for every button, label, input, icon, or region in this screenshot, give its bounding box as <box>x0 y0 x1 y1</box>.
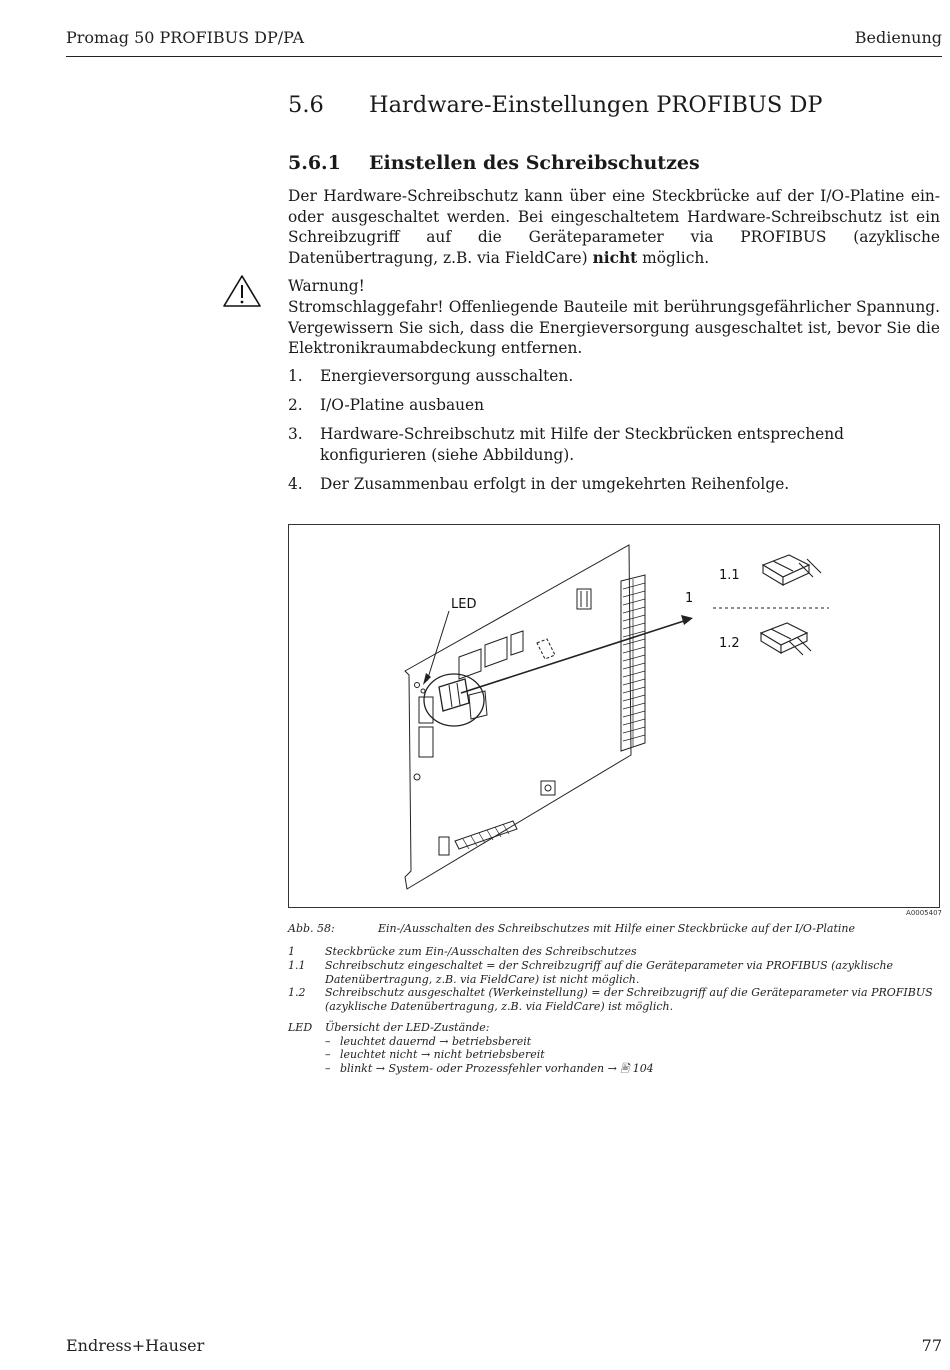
io-board-illustration <box>289 525 941 909</box>
steps-list <box>288 366 940 503</box>
step-number: 2. <box>288 396 303 414</box>
step-text: Der Zusammenbau erfolgt in der umgekehrten Reihenfolge. <box>320 474 790 493</box>
subsection-title: Einstellen des Schreibschutzes <box>369 152 700 174</box>
led-legend-key: LED <box>288 1021 313 1034</box>
step-item <box>288 474 940 495</box>
section-number: 5.6 <box>288 92 324 118</box>
caption-text: Ein-/Ausschalten des Schreibschutzes mit Hilfe einer Steckbrücke auf der I/O-Platine <box>378 922 856 935</box>
intro-paragraph <box>288 186 940 268</box>
led-state-item: – blinkt → System- oder Prozessfehler vorhanden → 🖹 104 <box>325 1062 940 1076</box>
legend-key: 1.1 <box>288 959 306 972</box>
intro-bold: nicht <box>592 248 638 267</box>
warning-title: Warnung! <box>288 277 365 295</box>
step-text: I/O-Platine ausbauen <box>320 396 485 414</box>
step-item <box>288 395 940 416</box>
label-one-two: 1.2 <box>719 636 740 651</box>
legend-item <box>288 986 940 1013</box>
led-legend <box>288 1021 940 1075</box>
warning-icon <box>222 274 262 308</box>
figure-caption <box>288 922 940 936</box>
section-heading <box>288 92 823 118</box>
board-figure <box>288 524 940 908</box>
page-number: 77 <box>921 1336 942 1355</box>
legend-text: Schreibschutz eingeschaltet = der Schreibzugriff auf die Geräteparameter via PROFIBUS (azyklische Datenübertragung, z.B. via FieldCare) ist nicht möglich. <box>325 959 894 986</box>
intro-text-after: möglich. <box>637 248 710 267</box>
legend-key: 1 <box>288 945 295 958</box>
legend-key: 1.2 <box>288 986 306 999</box>
subsection-number: 5.6.1 <box>288 152 341 174</box>
label-one: 1 <box>685 591 694 606</box>
header-right: Bedienung <box>854 28 942 47</box>
step-item <box>288 424 940 465</box>
header-left: Promag 50 PROFIBUS DP/PA <box>66 28 305 47</box>
step-number: 1. <box>288 367 303 385</box>
label-led: LED <box>451 597 477 612</box>
step-number: 3. <box>288 425 303 443</box>
led-state-item: – leuchtet dauernd → betriebsbereit <box>325 1035 940 1049</box>
footer-left: Endress+Hauser <box>66 1336 205 1355</box>
warning-text: Stromschlaggefahr! Offenliegende Bauteile mit berührungsgefährlicher Spannung. Vergewissern Sie sich, dass die Energieversorgung ausgeschaltet ist, bevor Sie die Elektronikraumabdeckung entfernen. <box>288 298 940 357</box>
legend-item <box>288 945 940 959</box>
step-text: Hardware-Schreibschutz mit Hilfe der Steckbrücken entsprechend konfigurieren (siehe Abbildung). <box>320 425 845 464</box>
figure-code: A0005407 <box>906 909 942 917</box>
intro-text-before: Der Hardware-Schreibschutz kann über eine Steckbrücke auf der I/O-Platine ein- oder ausgeschaltet werden. Bei eingeschaltetem Hardware-Schreibschutz ist ein Schreibzugriff auf die Geräteparameter via PROFIBUS (azyklische Datenübertragung, z.B. via FieldCare) <box>288 187 940 267</box>
legend-text: Steckbrücke zum Ein-/Ausschalten des Schreibschutzes <box>325 945 637 958</box>
step-text: Energieversorgung ausschalten. <box>320 367 574 385</box>
caption-label: Abb. 58: <box>288 922 335 935</box>
legend-item <box>288 959 940 986</box>
section-title: Hardware-Einstellungen PROFIBUS DP <box>369 92 823 118</box>
led-state-item: – leuchtet nicht → nicht betriebsbereit <box>325 1048 940 1062</box>
led-state-list <box>325 1035 940 1076</box>
legend-text: Schreibschutz ausgeschaltet (Werkeinstellung) = der Schreibzugriff auf die Geräteparameter via PROFIBUS (azyklische Datenübertragung, z.B. via FieldCare) ist möglich. <box>325 986 933 1013</box>
led-legend-title: Übersicht der LED-Zustände: <box>325 1021 490 1034</box>
label-one-one: 1.1 <box>719 568 740 583</box>
step-number: 4. <box>288 474 303 493</box>
step-item <box>288 366 940 387</box>
subsection-heading <box>288 152 700 174</box>
header-rule <box>66 56 942 57</box>
